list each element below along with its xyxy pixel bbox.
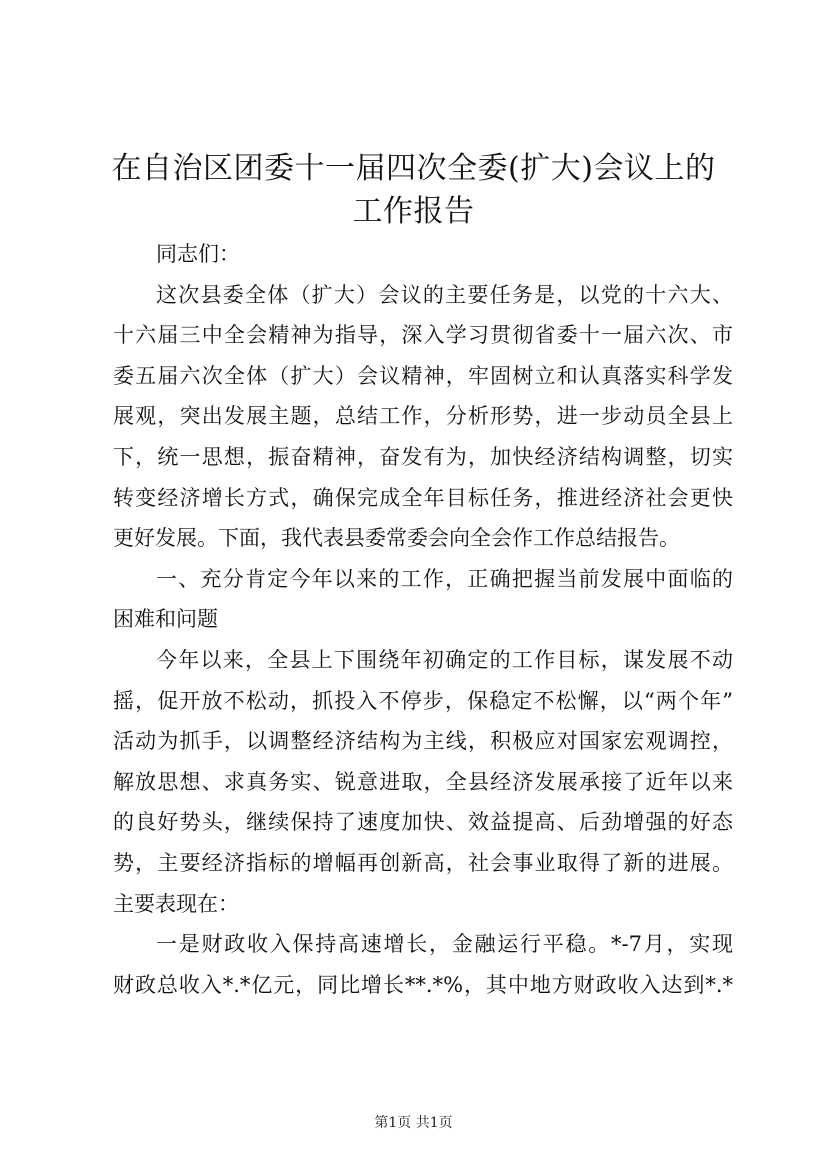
paragraph-line: 势，主要经济指标的增幅再创新高，社会事业取得了新的进展。 xyxy=(113,850,733,875)
paragraph-line: 展观，突出发展主题，总结工作，分析形势，进一步动员全县上 xyxy=(113,404,733,429)
paragraph-line: 委五届六次全体（扩大）会议精神，牢固树立和认真落实科学发 xyxy=(113,363,733,388)
paragraph-line: 转变经济增长方式，确保完成全年目标任务，推进经济社会更快 xyxy=(113,485,733,510)
paragraph-line: 困难和问题 xyxy=(113,607,218,632)
paragraph-line: 这次县委全体（扩大）会议的主要任务是，以党的十六大、 xyxy=(156,282,733,307)
paragraph-line: 今年以来，全县上下围绕年初确定的工作目标，谋发展不动 xyxy=(156,647,733,672)
paragraph-line: 摇，促开放不松动，抓投入不停步，保稳定不松懈，以“两个年” xyxy=(113,688,733,713)
paragraph-line: 下，统一思想，振奋精神，奋发有为，加快经济结构调整，切实 xyxy=(113,444,733,469)
paragraph-line: 同志们： xyxy=(156,242,240,266)
page-number-footer: 第1页 共1页 xyxy=(374,1115,453,1131)
paragraph-line: 的良好势头，继续保持了速度加快、效益提高、后劲增强的好态 xyxy=(113,810,733,835)
document-body xyxy=(113,234,733,1005)
paragraph-line: 十六届三中全会精神为指导，深入学习贯彻省委十一届六次、市 xyxy=(113,323,733,348)
paragraph-line: 解放思想、求真务实、锐意进取，全县经济发展承接了近年以来 xyxy=(113,769,733,794)
document-title-line-1: 在自治区团委十一届四次全委(扩大)会议上的 xyxy=(111,151,716,186)
paragraph-line: 一是财政收入保持高速增长，金融运行平稳。*-7月，实现 xyxy=(156,932,733,957)
paragraph-line: 活动为抓手，以调整经济结构为主线，积极应对国家宏观调控， xyxy=(113,729,733,754)
paragraph-line: 更好发展。下面，我代表县委常委会向全会作工作总结报告。 xyxy=(113,526,680,551)
document-title-line-2: 工作报告 xyxy=(352,194,475,229)
paragraph-line: 财政总收入*.*亿元，同比增长**.*%，其中地方财政收入达到*.* xyxy=(113,972,733,997)
paragraph-line: 一、充分肯定今年以来的工作，正确把握当前发展中面临的 xyxy=(156,566,733,591)
paragraph-line: 主要表现在： xyxy=(113,891,239,916)
